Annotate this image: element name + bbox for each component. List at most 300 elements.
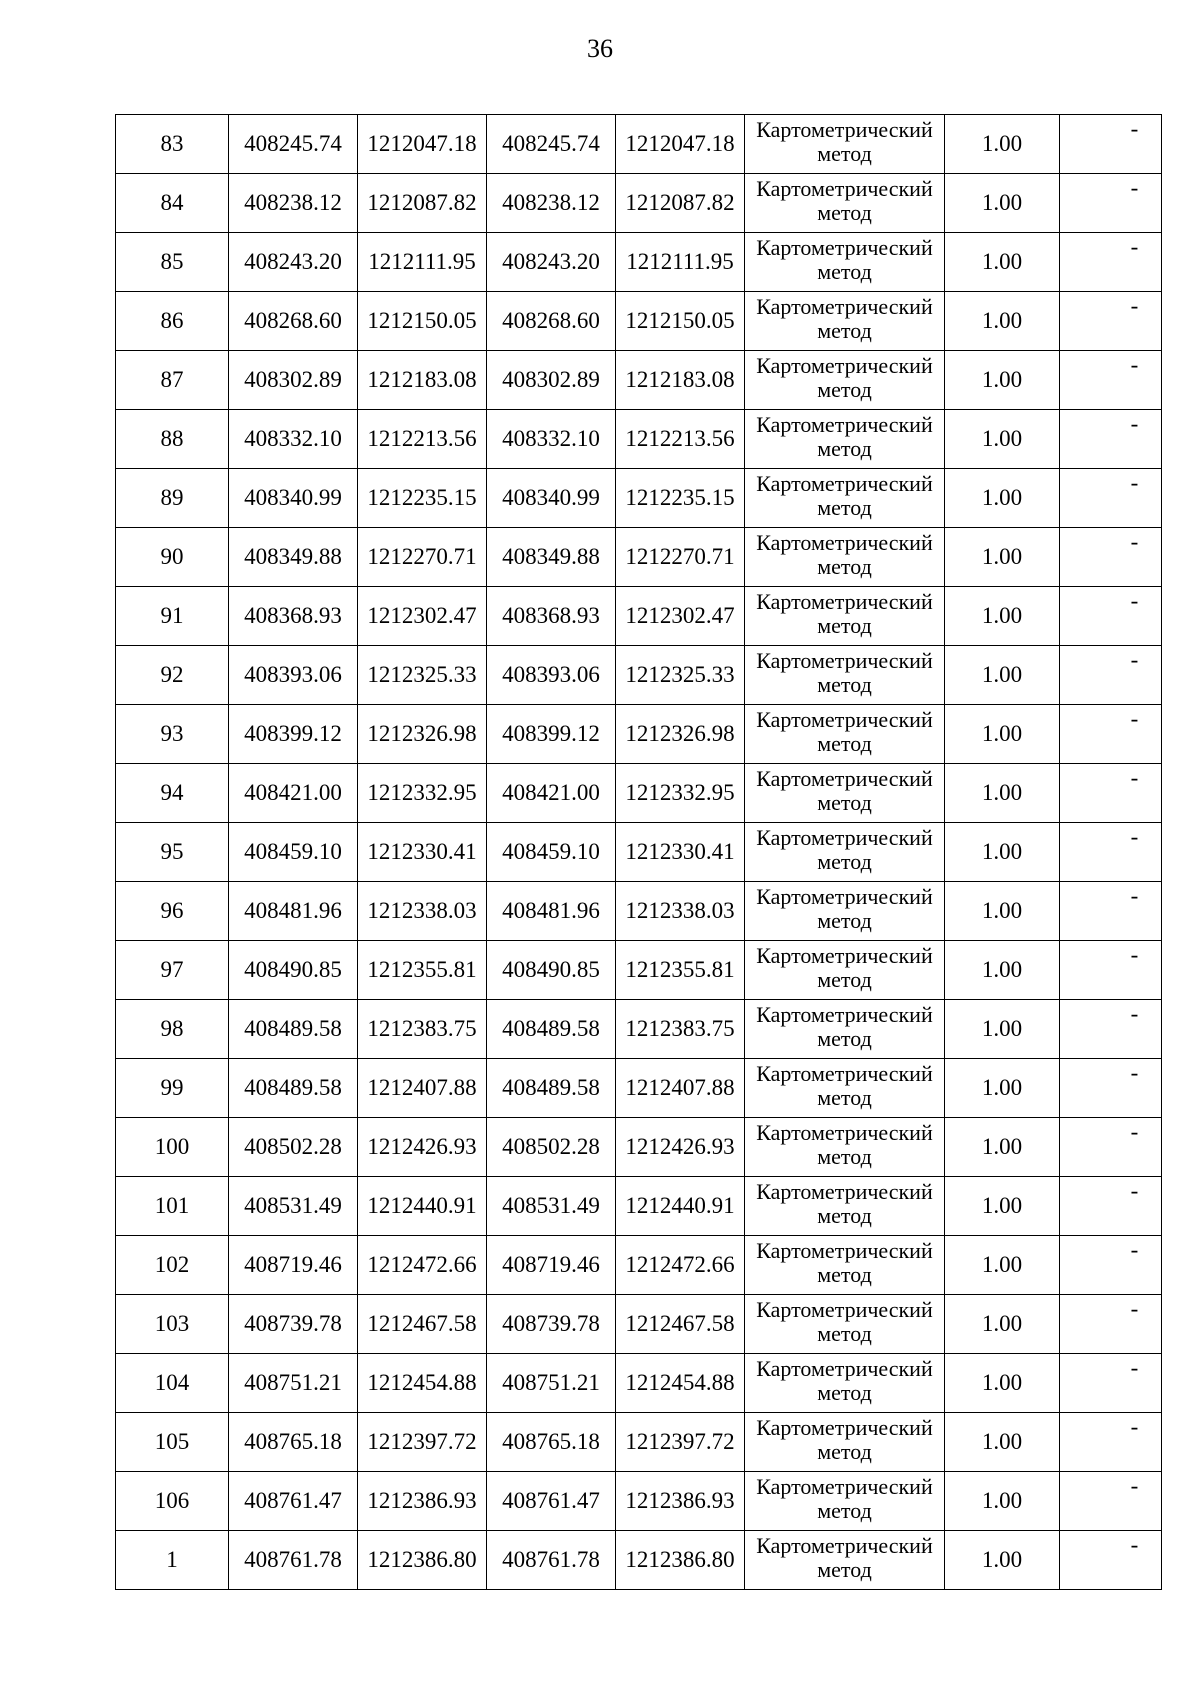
note-text: -: [1130, 1414, 1139, 1439]
note-cell: [1060, 1177, 1162, 1236]
y-existing-cell: 1212326.98: [358, 705, 487, 764]
x-existing-cell: 408719.46: [229, 1236, 358, 1295]
method-line-1: Картометрический: [756, 471, 933, 496]
note-cell: [1060, 1531, 1162, 1590]
point-number-cell: 103: [116, 1295, 229, 1354]
method-line-1: Картометрический: [756, 825, 933, 850]
note-text: -: [1130, 1060, 1139, 1085]
method-line-2: метод: [817, 672, 872, 697]
accuracy-cell: 1.00: [945, 1295, 1060, 1354]
x-new-cell: 408421.00: [487, 764, 616, 823]
table-row: [116, 1236, 1162, 1295]
x-new-cell: 408340.99: [487, 469, 616, 528]
method-line-1: Картометрический: [756, 1238, 933, 1263]
table-row: [116, 1000, 1162, 1059]
method-cell: [745, 1472, 945, 1531]
x-new-cell: 408761.78: [487, 1531, 616, 1590]
method-line-1: Картометрический: [756, 943, 933, 968]
note-cell: [1060, 233, 1162, 292]
coordinates-table: [115, 114, 1162, 1590]
y-new-cell: 1212386.80: [616, 1531, 745, 1590]
table-row: [116, 1472, 1162, 1531]
note-text: -: [1130, 588, 1139, 613]
note-text: -: [1130, 1001, 1139, 1026]
accuracy-cell: 1.00: [945, 351, 1060, 410]
y-new-cell: 1212397.72: [616, 1413, 745, 1472]
method-line-2: метод: [817, 849, 872, 874]
x-new-cell: 408765.18: [487, 1413, 616, 1472]
accuracy-cell: 1.00: [945, 1059, 1060, 1118]
y-existing-cell: 1212407.88: [358, 1059, 487, 1118]
x-existing-cell: 408502.28: [229, 1118, 358, 1177]
method-line-1: Картометрический: [756, 1120, 933, 1145]
method-cell: [745, 469, 945, 528]
method-cell: [745, 1531, 945, 1590]
x-existing-cell: 408340.99: [229, 469, 358, 528]
point-number-cell: 95: [116, 823, 229, 882]
y-existing-cell: 1212183.08: [358, 351, 487, 410]
accuracy-cell: 1.00: [945, 410, 1060, 469]
method-cell: [745, 1177, 945, 1236]
point-number-cell: 83: [116, 115, 229, 174]
method-cell: [745, 174, 945, 233]
point-number-cell: 93: [116, 705, 229, 764]
note-cell: [1060, 1354, 1162, 1413]
y-new-cell: 1212426.93: [616, 1118, 745, 1177]
x-existing-cell: 408421.00: [229, 764, 358, 823]
method-line-2: метод: [817, 436, 872, 461]
method-line-1: Картометрический: [756, 353, 933, 378]
method-cell: [745, 882, 945, 941]
method-cell: [745, 587, 945, 646]
note-cell: [1060, 528, 1162, 587]
y-new-cell: 1212213.56: [616, 410, 745, 469]
method-line-2: метод: [817, 141, 872, 166]
x-new-cell: 408481.96: [487, 882, 616, 941]
accuracy-cell: 1.00: [945, 1118, 1060, 1177]
method-line-1: Картометрический: [756, 235, 933, 260]
y-existing-cell: 1212332.95: [358, 764, 487, 823]
x-existing-cell: 408238.12: [229, 174, 358, 233]
accuracy-cell: 1.00: [945, 1531, 1060, 1590]
y-new-cell: 1212330.41: [616, 823, 745, 882]
note-cell: [1060, 469, 1162, 528]
note-text: -: [1130, 1178, 1139, 1203]
y-new-cell: 1212235.15: [616, 469, 745, 528]
table-row: [116, 410, 1162, 469]
note-cell: [1060, 351, 1162, 410]
table-row: [116, 1531, 1162, 1590]
accuracy-cell: 1.00: [945, 705, 1060, 764]
note-text: -: [1130, 942, 1139, 967]
y-new-cell: 1212150.05: [616, 292, 745, 351]
x-existing-cell: 408393.06: [229, 646, 358, 705]
method-line-1: Картометрический: [756, 1179, 933, 1204]
method-cell: [745, 646, 945, 705]
method-line-2: метод: [817, 318, 872, 343]
point-number-cell: 92: [116, 646, 229, 705]
x-existing-cell: 408481.96: [229, 882, 358, 941]
accuracy-cell: 1.00: [945, 646, 1060, 705]
point-number-cell: 88: [116, 410, 229, 469]
accuracy-cell: 1.00: [945, 528, 1060, 587]
method-line-2: метод: [817, 1380, 872, 1405]
x-existing-cell: 408399.12: [229, 705, 358, 764]
x-existing-cell: 408302.89: [229, 351, 358, 410]
note-text: -: [1130, 1119, 1139, 1144]
table-row: [116, 528, 1162, 587]
y-new-cell: 1212355.81: [616, 941, 745, 1000]
accuracy-cell: 1.00: [945, 882, 1060, 941]
note-text: -: [1130, 1355, 1139, 1380]
note-cell: [1060, 587, 1162, 646]
x-new-cell: 408751.21: [487, 1354, 616, 1413]
method-line-1: Картометрический: [756, 1002, 933, 1027]
y-existing-cell: 1212325.33: [358, 646, 487, 705]
y-new-cell: 1212386.93: [616, 1472, 745, 1531]
note-cell: [1060, 646, 1162, 705]
x-new-cell: 408489.58: [487, 1059, 616, 1118]
x-existing-cell: 408368.93: [229, 587, 358, 646]
note-text: -: [1130, 175, 1139, 200]
y-new-cell: 1212270.71: [616, 528, 745, 587]
point-number-cell: 1: [116, 1531, 229, 1590]
x-new-cell: 408268.60: [487, 292, 616, 351]
point-number-cell: 105: [116, 1413, 229, 1472]
point-number-cell: 87: [116, 351, 229, 410]
method-line-1: Картометрический: [756, 176, 933, 201]
point-number-cell: 90: [116, 528, 229, 587]
method-cell: [745, 1354, 945, 1413]
y-new-cell: 1212338.03: [616, 882, 745, 941]
method-line-1: Картометрический: [756, 589, 933, 614]
method-line-2: метод: [817, 554, 872, 579]
method-cell: [745, 941, 945, 1000]
note-cell: [1060, 882, 1162, 941]
point-number-cell: 104: [116, 1354, 229, 1413]
y-existing-cell: 1212270.71: [358, 528, 487, 587]
accuracy-cell: 1.00: [945, 1413, 1060, 1472]
method-line-1: Картометрический: [756, 1474, 933, 1499]
x-existing-cell: 408751.21: [229, 1354, 358, 1413]
x-existing-cell: 408332.10: [229, 410, 358, 469]
y-existing-cell: 1212454.88: [358, 1354, 487, 1413]
note-text: -: [1130, 765, 1139, 790]
point-number-cell: 85: [116, 233, 229, 292]
method-line-2: метод: [817, 377, 872, 402]
y-existing-cell: 1212235.15: [358, 469, 487, 528]
point-number-cell: 86: [116, 292, 229, 351]
method-line-2: метод: [817, 1203, 872, 1228]
table-row: [116, 292, 1162, 351]
note-cell: [1060, 1236, 1162, 1295]
method-cell: [745, 1000, 945, 1059]
method-cell: [745, 410, 945, 469]
note-cell: [1060, 115, 1162, 174]
note-cell: [1060, 1059, 1162, 1118]
y-existing-cell: 1212338.03: [358, 882, 487, 941]
y-existing-cell: 1212467.58: [358, 1295, 487, 1354]
x-new-cell: 408393.06: [487, 646, 616, 705]
method-line-1: Картометрический: [756, 117, 933, 142]
note-text: -: [1130, 1296, 1139, 1321]
y-existing-cell: 1212355.81: [358, 941, 487, 1000]
note-cell: [1060, 1413, 1162, 1472]
method-line-2: метод: [817, 1262, 872, 1287]
method-cell: [745, 292, 945, 351]
method-line-2: метод: [817, 1557, 872, 1582]
table-body: [116, 115, 1162, 1590]
point-number-cell: 94: [116, 764, 229, 823]
method-line-1: Картометрический: [756, 530, 933, 555]
method-line-1: Картометрический: [756, 1415, 933, 1440]
method-line-1: Картометрический: [756, 707, 933, 732]
method-cell: [745, 115, 945, 174]
note-text: -: [1130, 529, 1139, 554]
method-cell: [745, 1413, 945, 1472]
y-new-cell: 1212467.58: [616, 1295, 745, 1354]
x-existing-cell: 408459.10: [229, 823, 358, 882]
x-new-cell: 408245.74: [487, 115, 616, 174]
x-new-cell: 408238.12: [487, 174, 616, 233]
note-cell: [1060, 1118, 1162, 1177]
method-line-1: Картометрический: [756, 1356, 933, 1381]
method-line-2: метод: [817, 259, 872, 284]
accuracy-cell: 1.00: [945, 174, 1060, 233]
method-line-2: метод: [817, 1026, 872, 1051]
y-new-cell: 1212326.98: [616, 705, 745, 764]
accuracy-cell: 1.00: [945, 823, 1060, 882]
accuracy-cell: 1.00: [945, 469, 1060, 528]
accuracy-cell: 1.00: [945, 115, 1060, 174]
y-new-cell: 1212407.88: [616, 1059, 745, 1118]
table-row: [116, 1059, 1162, 1118]
method-cell: [745, 764, 945, 823]
x-new-cell: 408459.10: [487, 823, 616, 882]
y-new-cell: 1212302.47: [616, 587, 745, 646]
y-existing-cell: 1212397.72: [358, 1413, 487, 1472]
note-cell: [1060, 823, 1162, 882]
x-existing-cell: 408243.20: [229, 233, 358, 292]
note-text: -: [1130, 1237, 1139, 1262]
y-new-cell: 1212332.95: [616, 764, 745, 823]
table-row: [116, 351, 1162, 410]
note-cell: [1060, 174, 1162, 233]
note-text: -: [1130, 1532, 1139, 1557]
y-existing-cell: 1212386.93: [358, 1472, 487, 1531]
table-row: [116, 764, 1162, 823]
table-row: [116, 705, 1162, 764]
x-existing-cell: 408531.49: [229, 1177, 358, 1236]
note-text: -: [1130, 411, 1139, 436]
method-line-1: Картометрический: [756, 648, 933, 673]
point-number-cell: 100: [116, 1118, 229, 1177]
table-row: [116, 646, 1162, 705]
method-line-2: метод: [817, 495, 872, 520]
point-number-cell: 98: [116, 1000, 229, 1059]
note-text: -: [1130, 352, 1139, 377]
table-row: [116, 587, 1162, 646]
method-line-1: Картометрический: [756, 1297, 933, 1322]
method-line-2: метод: [817, 967, 872, 992]
y-existing-cell: 1212150.05: [358, 292, 487, 351]
table-row: [116, 941, 1162, 1000]
point-number-cell: 97: [116, 941, 229, 1000]
x-new-cell: 408490.85: [487, 941, 616, 1000]
note-text: -: [1130, 293, 1139, 318]
method-cell: [745, 528, 945, 587]
note-text: -: [1130, 824, 1139, 849]
note-cell: [1060, 1000, 1162, 1059]
y-existing-cell: 1212213.56: [358, 410, 487, 469]
x-new-cell: 408332.10: [487, 410, 616, 469]
x-new-cell: 408531.49: [487, 1177, 616, 1236]
point-number-cell: 84: [116, 174, 229, 233]
method-cell: [745, 1236, 945, 1295]
y-existing-cell: 1212383.75: [358, 1000, 487, 1059]
table-row: [116, 1295, 1162, 1354]
y-existing-cell: 1212440.91: [358, 1177, 487, 1236]
y-new-cell: 1212111.95: [616, 233, 745, 292]
table-row: [116, 469, 1162, 528]
y-new-cell: 1212472.66: [616, 1236, 745, 1295]
accuracy-cell: 1.00: [945, 1177, 1060, 1236]
method-line-1: Картометрический: [756, 1061, 933, 1086]
note-cell: [1060, 292, 1162, 351]
note-text: -: [1130, 647, 1139, 672]
x-existing-cell: 408761.47: [229, 1472, 358, 1531]
method-line-2: метод: [817, 1321, 872, 1346]
note-cell: [1060, 941, 1162, 1000]
table-row: [116, 1413, 1162, 1472]
table-row: [116, 115, 1162, 174]
note-cell: [1060, 705, 1162, 764]
method-line-1: Картометрический: [756, 294, 933, 319]
x-existing-cell: 408489.58: [229, 1059, 358, 1118]
x-new-cell: 408302.89: [487, 351, 616, 410]
accuracy-cell: 1.00: [945, 292, 1060, 351]
method-line-2: метод: [817, 200, 872, 225]
x-existing-cell: 408490.85: [229, 941, 358, 1000]
x-existing-cell: 408761.78: [229, 1531, 358, 1590]
note-cell: [1060, 1472, 1162, 1531]
y-existing-cell: 1212087.82: [358, 174, 487, 233]
method-line-2: метод: [817, 1498, 872, 1523]
x-existing-cell: 408489.58: [229, 1000, 358, 1059]
point-number-cell: 89: [116, 469, 229, 528]
y-existing-cell: 1212330.41: [358, 823, 487, 882]
table-row: [116, 882, 1162, 941]
method-line-2: метод: [817, 731, 872, 756]
table-row: [116, 1177, 1162, 1236]
method-cell: [745, 705, 945, 764]
method-cell: [745, 1059, 945, 1118]
table-row: [116, 1354, 1162, 1413]
accuracy-cell: 1.00: [945, 1236, 1060, 1295]
y-existing-cell: 1212426.93: [358, 1118, 487, 1177]
point-number-cell: 106: [116, 1472, 229, 1531]
table-row: [116, 174, 1162, 233]
y-existing-cell: 1212111.95: [358, 233, 487, 292]
y-existing-cell: 1212472.66: [358, 1236, 487, 1295]
x-existing-cell: 408349.88: [229, 528, 358, 587]
accuracy-cell: 1.00: [945, 1472, 1060, 1531]
point-number-cell: 91: [116, 587, 229, 646]
y-new-cell: 1212383.75: [616, 1000, 745, 1059]
point-number-cell: 99: [116, 1059, 229, 1118]
y-new-cell: 1212440.91: [616, 1177, 745, 1236]
x-existing-cell: 408268.60: [229, 292, 358, 351]
note-text: -: [1130, 706, 1139, 731]
accuracy-cell: 1.00: [945, 1000, 1060, 1059]
table-row: [116, 1118, 1162, 1177]
accuracy-cell: 1.00: [945, 941, 1060, 1000]
note-text: -: [1130, 234, 1139, 259]
method-line-2: метод: [817, 908, 872, 933]
note-text: -: [1130, 470, 1139, 495]
y-new-cell: 1212047.18: [616, 115, 745, 174]
y-existing-cell: 1212302.47: [358, 587, 487, 646]
x-new-cell: 408368.93: [487, 587, 616, 646]
y-existing-cell: 1212386.80: [358, 1531, 487, 1590]
accuracy-cell: 1.00: [945, 764, 1060, 823]
x-new-cell: 408761.47: [487, 1472, 616, 1531]
method-cell: [745, 351, 945, 410]
method-line-2: метод: [817, 1144, 872, 1169]
note-text: -: [1130, 1473, 1139, 1498]
y-new-cell: 1212087.82: [616, 174, 745, 233]
x-new-cell: 408502.28: [487, 1118, 616, 1177]
method-cell: [745, 233, 945, 292]
method-line-1: Картометрический: [756, 412, 933, 437]
x-new-cell: 408739.78: [487, 1295, 616, 1354]
y-new-cell: 1212325.33: [616, 646, 745, 705]
accuracy-cell: 1.00: [945, 587, 1060, 646]
method-line-2: метод: [817, 1085, 872, 1110]
method-line-2: метод: [817, 790, 872, 815]
method-cell: [745, 1295, 945, 1354]
method-line-1: Картометрический: [756, 766, 933, 791]
accuracy-cell: 1.00: [945, 1354, 1060, 1413]
page-number: 36: [587, 34, 613, 63]
y-new-cell: 1212183.08: [616, 351, 745, 410]
method-line-1: Картометрический: [756, 884, 933, 909]
y-existing-cell: 1212047.18: [358, 115, 487, 174]
x-new-cell: 408349.88: [487, 528, 616, 587]
accuracy-cell: 1.00: [945, 233, 1060, 292]
point-number-cell: 101: [116, 1177, 229, 1236]
method-cell: [745, 1118, 945, 1177]
point-number-cell: 96: [116, 882, 229, 941]
method-cell: [745, 823, 945, 882]
note-text: -: [1130, 883, 1139, 908]
table-row: [116, 823, 1162, 882]
note-cell: [1060, 1295, 1162, 1354]
x-new-cell: 408399.12: [487, 705, 616, 764]
x-existing-cell: 408739.78: [229, 1295, 358, 1354]
point-number-cell: 102: [116, 1236, 229, 1295]
x-new-cell: 408243.20: [487, 233, 616, 292]
x-new-cell: 408489.58: [487, 1000, 616, 1059]
note-cell: [1060, 410, 1162, 469]
note-cell: [1060, 764, 1162, 823]
x-existing-cell: 408245.74: [229, 115, 358, 174]
method-line-2: метод: [817, 613, 872, 638]
method-line-1: Картометрический: [756, 1533, 933, 1558]
method-line-2: метод: [817, 1439, 872, 1464]
note-text: -: [1130, 116, 1139, 141]
table-row: [116, 233, 1162, 292]
